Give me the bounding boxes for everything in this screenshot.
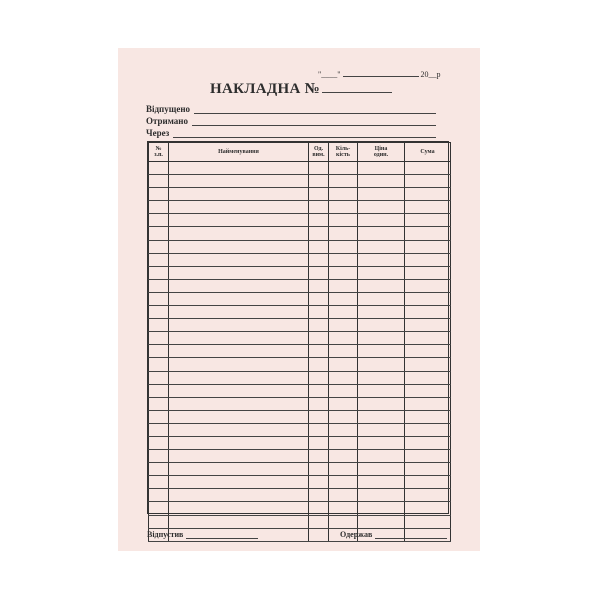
table-cell [358,175,405,188]
table-cell [169,450,309,463]
table-cell [149,397,169,410]
table-cell [149,345,169,358]
table-cell [405,266,451,279]
table-cell [309,371,329,384]
table-cell [149,423,169,436]
table-cell [405,502,451,515]
signature-received-label: Одержав [340,530,373,539]
table-cell [169,279,309,292]
table-cell [309,279,329,292]
table-cell [309,227,329,240]
table-row [149,188,451,201]
table-cell [405,292,451,305]
table-cell [309,175,329,188]
table-cell [149,489,169,502]
table-row [149,266,451,279]
header-unit: Од. вим. [309,143,329,162]
table-cell [329,227,358,240]
table-row [149,227,451,240]
table-cell [149,201,169,214]
table-cell [405,384,451,397]
table-cell [309,397,329,410]
table-cell [358,332,405,345]
table-cell [309,292,329,305]
table-cell [405,227,451,240]
table-cell [329,358,358,371]
table-cell [309,188,329,201]
table-cell [149,292,169,305]
table-cell [405,410,451,423]
table-cell [358,436,405,449]
table-cell [329,162,358,175]
table-cell [405,306,451,319]
table-cell [149,319,169,332]
table-cell [169,476,309,489]
table-cell [358,371,405,384]
table-cell [405,423,451,436]
table-row [149,319,451,332]
items-table [147,141,449,514]
table-cell [309,358,329,371]
header-row-number: № з.п. [149,143,169,162]
field-released [146,102,436,114]
table-cell [405,319,451,332]
table-cell [329,371,358,384]
table-cell [358,188,405,201]
table-cell [405,175,451,188]
table-cell [405,436,451,449]
date-month-blank [343,68,419,77]
header-quantity: Кіль- кість [329,143,358,162]
table-cell [149,463,169,476]
date-year-label: 20__р [420,70,441,79]
table-cell [309,266,329,279]
table-cell [309,253,329,266]
table-header-row [149,143,451,162]
title-text: НАКЛАДНА № [210,81,321,97]
table-cell [405,214,451,227]
table-cell [358,214,405,227]
date-day-blank: "____" [318,70,341,79]
table-cell [309,332,329,345]
table-row [149,279,451,292]
table-cell [169,410,309,423]
table-cell [358,266,405,279]
table-row [149,463,451,476]
table-row [149,502,451,515]
table-cell [329,384,358,397]
table-cell [358,489,405,502]
table-cell [329,397,358,410]
table-cell [358,279,405,292]
table-cell [358,240,405,253]
table-cell [149,436,169,449]
table-cell [169,188,309,201]
table-cell [169,162,309,175]
table-cell [309,502,329,515]
table-cell [309,240,329,253]
table-cell [405,450,451,463]
table-cell [358,253,405,266]
table-cell [169,463,309,476]
table-cell [169,384,309,397]
table-cell [329,489,358,502]
header-item-name: Найменування [169,143,309,162]
table-cell [169,240,309,253]
table-cell [358,345,405,358]
table-cell [169,227,309,240]
table-cell [358,423,405,436]
table-cell [405,201,451,214]
field-via-label: Через [146,128,170,138]
table-cell [169,423,309,436]
table-cell [405,463,451,476]
table-cell [149,162,169,175]
table-cell [309,476,329,489]
table-cell [329,423,358,436]
table-cell [149,214,169,227]
table-cell [169,266,309,279]
table-cell [405,371,451,384]
signature-received-line [375,530,447,539]
table-row [149,214,451,227]
table-row [149,345,451,358]
signature-released-label: Відпустив [147,530,184,539]
table-cell [169,201,309,214]
table-cell [149,384,169,397]
table-row [149,175,451,188]
header-total: Сума [405,143,451,162]
field-via-line [173,128,436,138]
table-cell [358,306,405,319]
table-cell [149,253,169,266]
signature-released-line [186,530,258,539]
date-line [318,68,468,80]
table-cell [358,358,405,371]
table-cell [358,410,405,423]
table-row [149,410,451,423]
table-cell [358,227,405,240]
table-cell [309,489,329,502]
table-cell [309,450,329,463]
table-cell [329,266,358,279]
table-cell [309,214,329,227]
field-received-label: Отримано [146,116,188,126]
table-cell [309,306,329,319]
table-cell [149,332,169,345]
table-row [149,476,451,489]
table-cell [329,463,358,476]
table-cell [405,279,451,292]
table-cell [149,227,169,240]
table-cell [358,292,405,305]
field-released-label: Відпущено [146,104,191,114]
table-cell [149,240,169,253]
signature-received [340,527,447,539]
table-cell [358,450,405,463]
table-row [149,162,451,175]
table-cell [149,175,169,188]
field-released-line [194,104,436,114]
table-cell [169,292,309,305]
document-title [210,80,392,98]
table-cell [309,345,329,358]
invoice-number-blank [322,80,392,93]
table-row [149,201,451,214]
table-cell [358,476,405,489]
table-row [149,436,451,449]
table-cell [309,528,329,541]
table-cell [169,489,309,502]
table-row [149,240,451,253]
table-cell [358,201,405,214]
table-cell [329,188,358,201]
table-cell [329,306,358,319]
table-cell [169,319,309,332]
table-cell [149,502,169,515]
table-cell [149,188,169,201]
table-cell [329,279,358,292]
table-cell [169,214,309,227]
table-cell [329,410,358,423]
field-received-line [192,116,436,126]
table-cell [329,436,358,449]
table-row [149,358,451,371]
table-cell [358,397,405,410]
table-cell [405,332,451,345]
table-cell [309,162,329,175]
field-received [146,114,436,126]
table-cell [309,436,329,449]
table-cell [329,502,358,515]
table-row [149,292,451,305]
table-cell [309,463,329,476]
table-cell [169,175,309,188]
header-unit-price: Ціна один. [358,143,405,162]
table-cell [329,201,358,214]
table-cell [149,410,169,423]
table-cell [309,319,329,332]
table-cell [405,240,451,253]
table-cell [169,332,309,345]
table-row [149,384,451,397]
table-cell [169,253,309,266]
table-cell [329,240,358,253]
table-cell [358,463,405,476]
table-cell [405,489,451,502]
table-cell [169,436,309,449]
table-row [149,397,451,410]
table-cell [329,345,358,358]
table-cell [329,476,358,489]
table-cell [149,266,169,279]
table-cell [169,358,309,371]
table-cell [329,253,358,266]
table-cell [405,476,451,489]
table-cell [329,175,358,188]
table-cell [149,306,169,319]
table-cell [358,319,405,332]
table-cell [149,476,169,489]
table-cell [169,306,309,319]
table-cell [149,371,169,384]
table-cell [405,253,451,266]
table-cell [309,201,329,214]
table-cell [169,502,309,515]
table-cell [149,279,169,292]
table-cell [309,515,329,528]
table-cell [309,423,329,436]
table-row [149,332,451,345]
table-row [149,423,451,436]
invoice-form-sheet [118,48,480,551]
table-row [149,371,451,384]
table-cell [309,384,329,397]
table-cell [405,358,451,371]
table-cell [405,345,451,358]
table-cell [358,384,405,397]
table-cell [329,332,358,345]
table-cell [169,371,309,384]
table-cell [329,214,358,227]
table-cell [149,450,169,463]
table-cell [405,397,451,410]
table-row [149,450,451,463]
table-cell [329,319,358,332]
table-row [149,253,451,266]
table-cell [169,397,309,410]
table-cell [358,162,405,175]
field-via [146,126,436,138]
table-row [149,489,451,502]
table-cell [358,502,405,515]
signature-released [147,527,258,539]
table-cell [309,410,329,423]
table-cell [405,188,451,201]
table-cell [329,292,358,305]
table-cell [169,345,309,358]
table-cell [329,450,358,463]
table-cell [405,162,451,175]
table-cell [149,358,169,371]
table-row [149,306,451,319]
